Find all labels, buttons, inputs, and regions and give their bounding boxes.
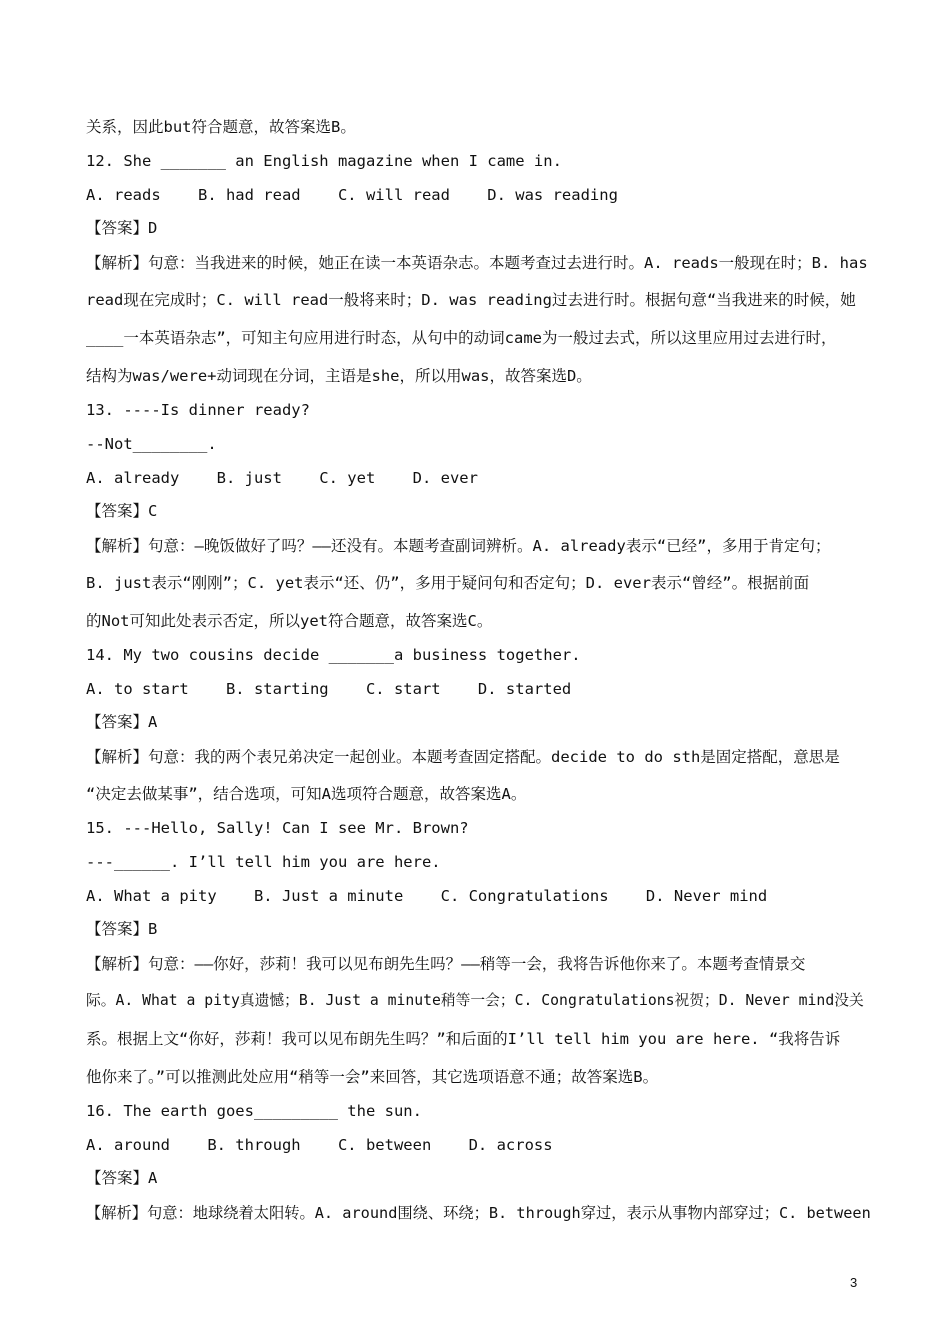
analysis-line: 结构为was/were+动词现在分词，主语是she，所以用was，故答案选D。	[86, 367, 592, 385]
analysis-line: 系。根据上文“你好，莎莉！我可以见布朗先生吗？”和后面的I’ll tell him you are here. “我将告诉	[86, 1030, 841, 1048]
question-13: 13. ----Is dinner ready?	[86, 401, 310, 419]
page-number: 3	[850, 1275, 858, 1290]
question-14: 14. My two cousins decide _______a business together.	[86, 646, 581, 664]
analysis-line: 【解析】句意：当我进来的时候，她正在读一本英语杂志。本题考查过去进行时。A. reads一般现在时；B. has	[86, 254, 868, 272]
answer-16: 【答案】A	[86, 1169, 158, 1187]
analysis-line: 的Not可知此处表示否定，所以yet符合题意，故答案选C。	[86, 612, 493, 630]
question-13-options: A. already B. just C. yet D. ever	[86, 469, 478, 487]
analysis-line: B. just表示“刚刚”；C. yet表示“还、仍”，多用于疑问句和否定句；D. ever表示“曾经”。根据前面	[86, 574, 810, 592]
question-15-options: A. What a pity B. Just a minute C. Congratulations D. Never mind	[86, 887, 768, 905]
answer-13: 【答案】C	[86, 502, 158, 520]
question-15-reply: ---______. I’ll tell him you are here.	[86, 853, 441, 871]
question-13-reply: --Not________.	[86, 435, 217, 453]
analysis-line: ____一本英语杂志”，可知主句应用进行时态，从句中的动词came为一般过去式，所以这里应用过去进行时，	[86, 329, 837, 347]
analysis-line: 【解析】句意：地球绕着太阳转。A. around围绕、环绕；B. through穿过，表示从事物内部穿过；C. between	[86, 1204, 871, 1222]
analysis-line: 【解析】句意：——你好，莎莉！我可以见布朗先生吗？——稍等一会，我将告诉他你来了。本题考查情景交	[86, 955, 806, 973]
analysis-line: read现在完成时；C. will read一般将来时；D. was reading过去进行时。根据句意“当我进来的时候，她	[86, 291, 856, 309]
answer-12: 【答案】D	[86, 219, 158, 237]
text-line: 关系，因此but符合题意，故答案选B。	[86, 118, 356, 136]
analysis-line: 【解析】句意：我的两个表兄弟决定一起创业。本题考查固定搭配。decide to do sth是固定搭配，意思是	[86, 748, 840, 766]
question-12: 12. She _______ an English magazine when I came in.	[86, 152, 562, 170]
answer-14: 【答案】A	[86, 713, 158, 731]
analysis-line: 际。A. What a pity真遗憾；B. Just a minute稍等一会；C. Congratulations祝贺；D. Never mind没关	[86, 992, 864, 1009]
analysis-line: 【解析】句意：—晚饭做好了吗？——还没有。本题考查副词辨析。A. already表示“已经”，多用于肯定句；	[86, 537, 831, 555]
analysis-line: 他你来了。”可以推测此处应用“稍等一会”来回答，其它选项语意不通；故答案选B。	[86, 1068, 659, 1086]
question-15: 15. ---Hello, Sally! Can I see Mr. Brown?	[86, 819, 469, 837]
question-12-options: A. reads B. had read C. will read D. was reading	[86, 186, 618, 204]
question-16-options: A. around B. through C. between D. across	[86, 1136, 553, 1154]
question-14-options: A. to start B. starting C. start D. started	[86, 680, 572, 698]
analysis-line: “决定去做某事”，结合选项，可知A选项符合题意，故答案选A。	[86, 785, 527, 803]
answer-15: 【答案】B	[86, 920, 158, 938]
question-16: 16. The earth goes_________ the sun.	[86, 1102, 422, 1120]
